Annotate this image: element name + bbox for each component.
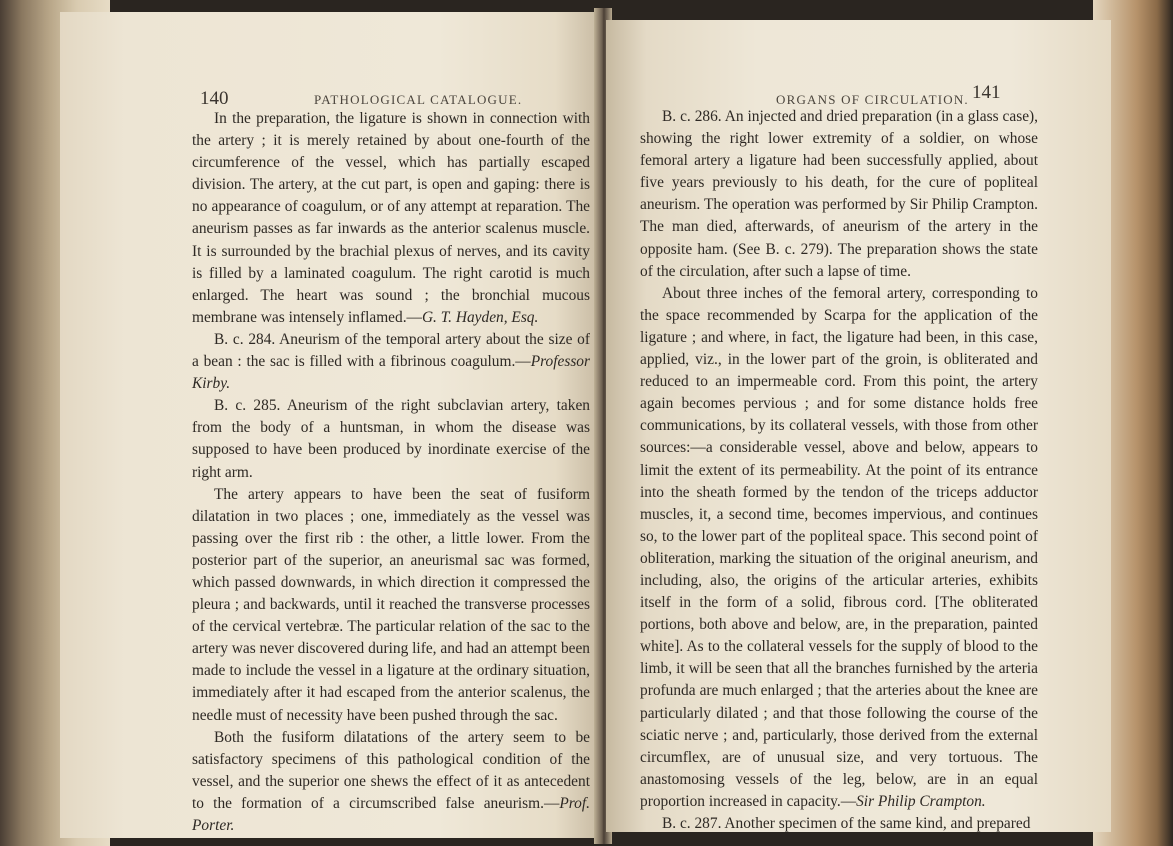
paragraph [640, 283, 1038, 813]
paragraph [640, 813, 1038, 835]
paragraph [192, 484, 590, 727]
author-credit: Prof. Porter. [192, 794, 590, 834]
right-running-head: ORGANS OF CIRCULATION. [776, 92, 969, 107]
paragraph [192, 108, 590, 329]
paragraph [192, 395, 590, 483]
right-page-number: 141 [972, 82, 1001, 103]
paragraph [640, 106, 1038, 283]
paragraph-text: The artery appears to have been the seat of fusiform dilatation in two places ; one, immediately as the vessel was passing over the first rib : the other, a little lower. From the posterior part of the superior, an aneurismal sac was formed, which passed downwards, in which direction it compressed the pleura ; and backwards, until it reached the transverse processes of the cervical vertebræ. The particular relation of the sac to the artery was never discovered during life, and had an attempt been made to include the vessel in a ligature at the ordinary situation, immediately after it had escaped from the anterior scalenus, the needle must of necessity have been pushed through the sac. [192, 485, 590, 724]
author-credit: Sir Philip Crampton. [856, 792, 986, 810]
paragraph-text: B. c. 284. Aneurism of the temporal artery about the size of a bean : the sac is filled with a fibrinous coagulum.— [192, 330, 590, 371]
paragraph-text: Both the fusiform dilatations of the artery seem to be satisfactory specimens of this pathological condition of the vessel, and the superior one shews the effect of it as antecedent to the formation of a circumscribed false aneurism.— [192, 728, 590, 812]
author-credit: Professor Kirby. [192, 353, 590, 393]
left-page [60, 12, 598, 838]
paragraph-text: About three inches of the femoral artery, corresponding to the space recommended by Scarpa for the application of the ligature ; and where, in fact, the ligature had been, in this case, applied, viz., in the lower part of the groin, is obliterated and reduced to an impermeable cord. From this point, the artery again becomes pervious ; and for some distance holds free communications, by its collateral vessels, with those from other sources:—a considerable vessel, above and below, appears to limit the extent of its permeability. At the point of its entrance into the sheath formed by the tendon of the triceps adductor muscles, it, a second time, becomes impervious, and continues so, to the lower part of the popliteal space. This second point of obliteration, marking the situation of the original aneurism, and including, also, the origins of the articular arteries, exhibits itself in the form of a solid, fibrous cord. [The obliterated portions, both above and below, are, in the preparation, painted white]. As to the collateral vessels for the supply of blood to the limb, it will be seen that all the branches furnished by the arteria profunda are much enlarged ; that the arteries about the knee are particularly dilated ; and that those following the course of the sciatic nerve ; and, particularly, those derived from the external circumflex, are of unusual size, and very tortuous. The anastomosing vessels of the leg, below, are in an equal proportion increased in capacity.— [640, 284, 1038, 810]
left-running-head: PATHOLOGICAL CATALOGUE. [314, 92, 523, 107]
paragraph [192, 727, 590, 837]
right-page [606, 20, 1111, 832]
left-page-number: 140 [200, 88, 229, 109]
paragraph-text: In the preparation, the ligature is shown in connection with the artery ; it is merely retained by about one-fourth of the circumference of the vessel, which has partially escaped division. The artery, at the cut part, is open and gaping: there is no appearance of coagulum, or of any attempt at reparation. The aneurism passes as far inwards as the anterior scalenus muscle. It is surrounded by the brachial plexus of nerves, and its cavity is filled by a laminated coagulum. The right carotid is much enlarged. The heart was sound ; the bronchial mucous membrane was intensely inflamed.— [192, 110, 590, 326]
paragraph-text: B. c. 287. Another specimen of the same kind, and prepared [662, 815, 1031, 832]
left-page-body [192, 108, 590, 837]
paragraph [192, 329, 590, 395]
author-credit: G. T. Hayden, Esq. [421, 308, 539, 326]
right-page-body [640, 106, 1038, 835]
paragraph-text: B. c. 286. An injected and dried preparation (in a glass case), showing the right lower extremity of a soldier, on whose femoral artery a ligature had been successfully applied, about five years previously to his death, for the cure of popliteal aneurism. The operation was performed by Sir Philip Crampton. The man died, afterwards, of aneurism of the artery in the opposite ham. (See B. c. 279). The preparation shows the state of the circulation, after such a lapse of time. [640, 108, 1038, 280]
paragraph-text: B. c. 285. Aneurism of the right subclavian artery, taken from the body of a huntsman, in whom the disease was supposed to have been produced by inordinate exercise of the right arm. [192, 397, 590, 481]
